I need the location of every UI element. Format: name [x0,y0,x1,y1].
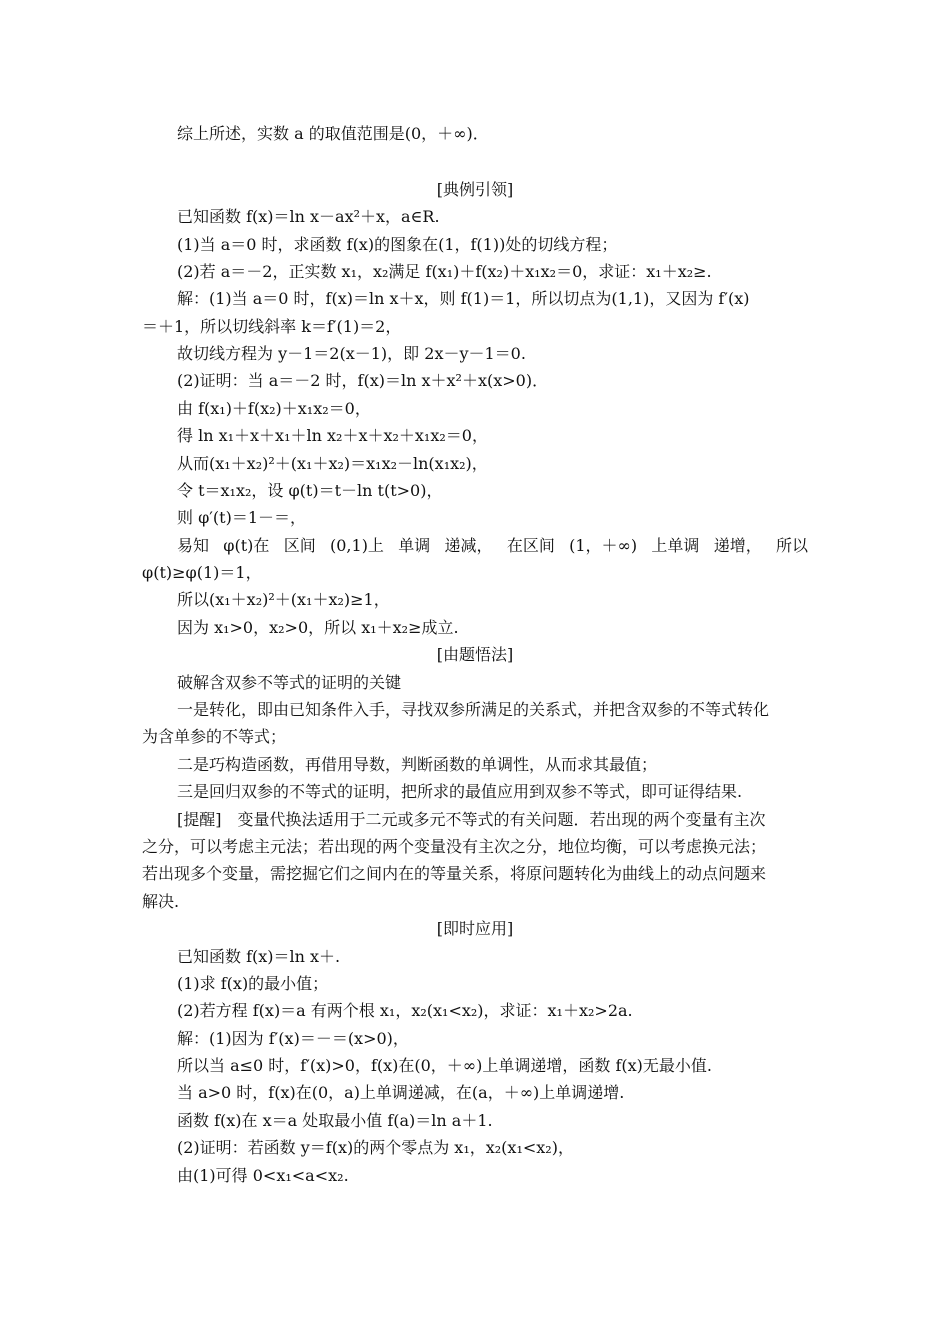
text-line: 因为 x₁>0，x₂>0，所以 x₁＋x₂≥成立. [177,618,459,637]
text-line: 破解含双参不等式的证明的关键 [177,673,402,692]
text-line: 一是转化，即由已知条件入手，寻找双参所满足的关系式，并把含双参的不等式转化 [177,700,770,719]
text-fragment: 递减， [444,536,493,555]
text-line: 令 t＝x₁x₂，设 φ(t)＝t－ln t(t>0)， [177,481,443,500]
text-fragment: 在区间 [506,536,555,555]
text-line: (2)证明：当 a＝－2 时，f(x)＝ln x＋x²＋x(x>0)． [177,371,549,390]
text-fragment: φ(t)在 [223,536,270,555]
text-line: 函数 f(x)在 x＝a 处取最小值 f(a)＝ln a＋1. [177,1111,493,1130]
justified-text-line [0,536,950,556]
text-fragment: 所以 [775,536,808,555]
text-line: 所以当 a≤0 时，f′(x)>0，f(x)在(0，＋∞)上单调递增，函数 f(x)无最小值. [177,1056,712,1075]
text-fragment: (1，＋∞) [569,536,638,555]
text-fragment: 易知 [177,536,210,555]
text-line: 已知函数 f(x)＝ln x－ax²＋x，a∈R. [177,207,440,226]
text-line: 当 a>0 时，f(x)在(0，a)上单调递减，在(a，＋∞)上单调递增. [177,1083,625,1102]
text-line: [提醒] 变量代换法适用于二元或多元不等式的有关问题．若出现的两个变量有主次 [177,810,766,829]
text-line: (2)证明：若函数 y＝f(x)的两个零点为 x₁，x₂(x₁<x₂)， [177,1138,574,1157]
text-line: 之分，可以考虑主元法；若出现的两个变量没有主次之分，地位均衡，可以考虑换元法； [142,837,767,856]
text-fragment: 单调 [398,536,431,555]
text-line: 已知函数 f(x)＝ln x＋. [177,947,341,966]
text-line: 所以(x₁＋x₂)²＋(x₁＋x₂)≥1， [177,590,390,609]
text-fragment: 区间 [283,536,316,555]
text-line: 由 f(x₁)＋f(x₂)＋x₁x₂＝0， [177,399,371,418]
text-fragment: (0,1)上 [330,536,384,555]
text-line: 二是巧构造函数，再借用导数，判断函数的单调性，从而求其最值； [177,755,658,774]
text-line: 由(1)可得 0<x₁<a<x₂. [177,1166,349,1185]
text-line: 从而(x₁＋x₂)²＋(x₁＋x₂)＝x₁x₂－ln(x₁x₂)， [177,454,488,473]
text-line: (1)求 f(x)的最小值； [177,974,329,993]
text-line: 解决. [142,892,180,911]
text-line: ＝＋1，所以切线斜率 k＝f′(1)＝2， [142,317,402,336]
text-line: 得 ln x₁＋x＋x₁＋ln x₂＋x＋x₂＋x₁x₂＝0， [177,426,488,445]
section-heading-application: [即时应用] [436,919,514,938]
section-heading-examples: [典例引领] [436,180,514,199]
text-line: 解：(1)因为 f′(x)＝－＝(x>0)， [177,1029,409,1048]
text-fragment: 递增， [713,536,762,555]
text-fragment: 上单调 [651,536,700,555]
text-line: 综上所述，实数 a 的取值范围是(0，＋∞)． [177,124,489,143]
text-line: 解：(1)当 a＝0 时，f(x)＝ln x＋x，则 f(1)＝1，所以切点为(1,1)，又因为 f′(x) [177,289,750,308]
text-line: (1)当 a＝0 时，求函数 f(x)的图象在(1，f(1))处的切线方程； [177,235,618,254]
text-line: 则 φ′(t)＝1－＝， [177,508,307,527]
text-line: 若出现多个变量，需挖掘它们之间内在的等量关系，将原问题转化为曲线上的动点问题来 [142,864,767,883]
text-line: 为含单参的不等式； [142,727,287,746]
text-line: (2)若 a＝－2，正实数 x₁，x₂满足 f(x₁)＋f(x₂)＋x₁x₂＝0，求证：x₁＋x₂≥. [177,262,712,281]
text-line: 故切线方程为 y－1＝2(x－1)，即 2x－y－1＝0. [177,344,526,363]
section-heading-method: [由题悟法] [436,645,514,664]
text-line: (2)若方程 f(x)＝a 有两个根 x₁，x₂(x₁<x₂)，求证：x₁＋x₂>2a. [177,1001,633,1020]
text-line: 三是回归双参的不等式的证明，把所求的最值应用到双参不等式，即可证得结果. [177,782,743,801]
text-line: φ(t)≥φ(1)＝1， [142,563,262,582]
